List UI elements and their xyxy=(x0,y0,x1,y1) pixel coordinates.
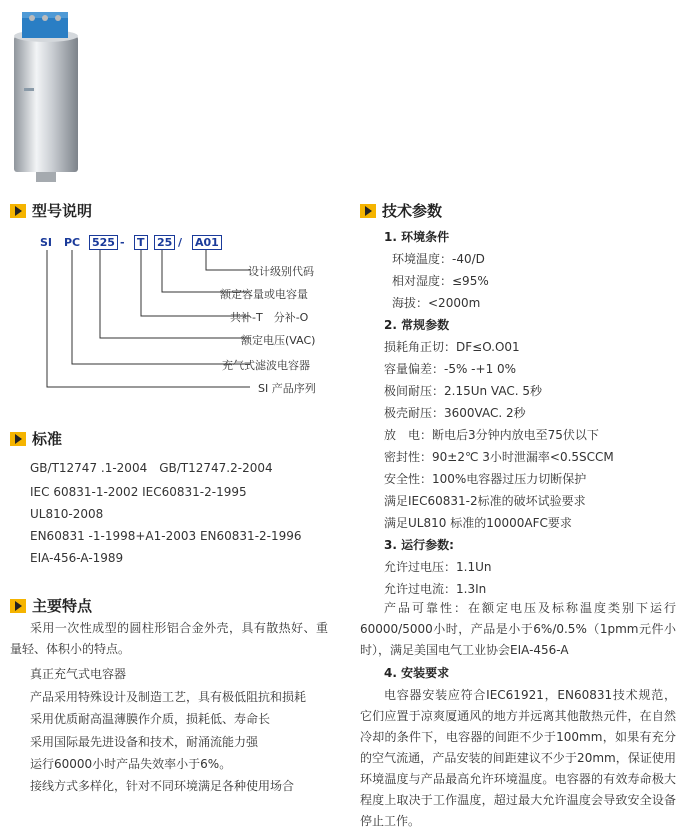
features-intro: 采用一次性成型的圆柱形铝合金外壳，具有散热好、重量轻、体积小的特点。 xyxy=(10,621,328,656)
standard-line: IEC 60831-1-2002 IEC60831-2-1995 xyxy=(30,485,247,499)
label-type: 共补-T 分补-O xyxy=(230,311,309,324)
regular-item: 满足IEC60831-2标准的破坏试验要求 xyxy=(384,494,586,508)
regular-item: 极壳耐压：3600VAC. 2秒 xyxy=(384,406,526,420)
label-voltage: 额定电压(VAC) xyxy=(241,334,316,347)
run-item: 允许过电流：1.3In xyxy=(384,582,487,596)
standard-line: UL810-2008 xyxy=(30,507,104,521)
feature-item: 运行60000小时产品失效率小于6%。 xyxy=(30,757,232,771)
label-series: SI 产品序列 xyxy=(258,382,316,395)
tech-section-title: 技术参数 xyxy=(360,200,442,221)
regular-heading: 2. 常规参数 xyxy=(384,318,450,332)
code-level: A01 xyxy=(192,235,222,250)
env-item: 相对湿度：≤95% xyxy=(392,274,489,288)
label-filter: 充气式滤波电容器 xyxy=(222,359,310,372)
env-item: 海拔：<2000m xyxy=(392,296,481,310)
label-capacity: 额定容量或电容量 xyxy=(220,288,308,301)
regular-item: 放 电：断电后3分钟内放电至75伏以下 xyxy=(384,428,599,442)
regular-item: 安全性：100%电容器过压力切断保护 xyxy=(384,472,587,486)
arrow-icon xyxy=(10,599,26,613)
feature-item: 采用国际最先进设备和技术，耐涌流能力强 xyxy=(30,735,259,749)
feature-item: 接线方式多样化，针对不同环境满足各种使用场合 xyxy=(30,779,295,793)
code-pc: PC xyxy=(64,236,81,249)
install-heading: 4. 安装要求 xyxy=(384,666,450,680)
standard-line: GB/T12747 .1-2004 GB/T12747.2-2004 xyxy=(30,461,273,475)
env-item: 环境温度：-40/D xyxy=(392,252,485,266)
feature-item: 采用优质耐高温薄膜作介质，损耗低、寿命长 xyxy=(30,712,271,726)
code-slash: / xyxy=(178,236,183,249)
features-section-title: 主要特点 xyxy=(10,595,92,616)
model-section-title: 型号说明 xyxy=(10,200,92,221)
code-voltage: 525 xyxy=(89,235,118,250)
arrow-icon xyxy=(360,204,376,218)
standard-line: EIA-456-A-1989 xyxy=(30,551,124,565)
label-level: 设计级别代码 xyxy=(248,265,314,278)
regular-item: 极间耐压：2.15Un VAC. 5秒 xyxy=(384,384,543,398)
model-connector-lines xyxy=(0,0,260,400)
reliability-text: 产品可靠性：在额定电压及标称温度类别下运行60000/5000小时，产品是小于6%/0.5%（1pmm元件小时），满足美国电气工业协会EIA-456-A xyxy=(360,601,676,657)
code-si: SI xyxy=(40,236,53,249)
install-text: 电容器安装应符合IEC61921，EN60831技术规范，它们应置于凉爽厦通风的地方并远离其他散热元件，在自然冷却的条件下，电容器的间距不少于100mm，如果有充分的空气流通，产品安装的间距建议不少于20mm，保证使用环境温度与产品最高允许环境温度。电容器的有效寿命极大程度上取决于工作温度，超过最大允许温度会导致安全设备停止工作。 xyxy=(360,688,676,828)
standard-line: EN60831 -1-1998+A1-2003 EN60831-2-1996 xyxy=(30,529,302,543)
run-heading: 3. 运行参数: xyxy=(384,538,454,552)
feature-item: 产品采用特殊设计及制造工艺，具有极低阻抗和损耗 xyxy=(30,690,307,704)
code-type: T xyxy=(134,235,148,250)
standard-section-title: 标准 xyxy=(10,428,62,449)
code-capacity: 25 xyxy=(154,235,175,250)
feature-item: 真正充气式电容器 xyxy=(30,667,127,681)
env-heading: 1. 环境条件 xyxy=(384,230,450,244)
regular-item: 损耗角正切：DF≤O.O01 xyxy=(384,340,520,354)
regular-item: 容量偏差：-5% -+1 0% xyxy=(384,362,517,376)
run-item: 允许过电压：1.1Un xyxy=(384,560,492,574)
code-dash: - xyxy=(120,236,125,249)
arrow-icon xyxy=(10,432,26,446)
regular-item: 密封性：90±2℃ 3小时泄漏率<0.5SCCM xyxy=(384,450,614,464)
regular-item: 满足UL810 标准的10000AFC要求 xyxy=(384,516,572,530)
